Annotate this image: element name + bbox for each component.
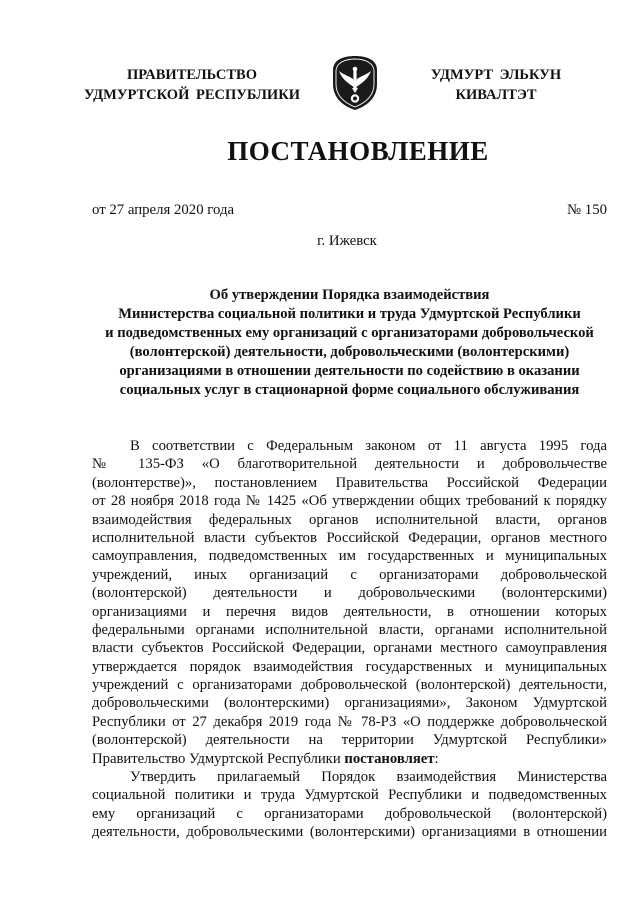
closing-text: Правительство Удмуртской Республики xyxy=(92,750,345,767)
body-line: деятельности, добровольческими (волонтерскими) организациями в отношении xyxy=(92,824,607,841)
heading-line: Министерства социальной политики и труда Удмуртской Республики xyxy=(118,306,581,322)
body-line: добровольческими (волонтерскими) организациями», Законом Удмуртской xyxy=(92,695,607,712)
document-body xyxy=(92,437,607,842)
body-line: утверждается порядок взаимодействия государственных и муниципальных xyxy=(92,658,607,675)
heading-line: социальных услуг в стационарной форме социального обслуживания xyxy=(119,382,580,398)
header-government-russian xyxy=(72,65,312,105)
header-government-udmurt xyxy=(376,65,616,105)
coat-of-arms-icon xyxy=(329,55,381,111)
header-right-line-2: КИВАЛТЭТ xyxy=(455,87,537,103)
body-line: В соответствии с Федеральным законом от 11 августа 1995 года xyxy=(130,438,607,454)
closing-resolves-word: постановляет xyxy=(344,750,435,767)
body-line: от 28 ноября 2018 года № 1425 «Об утверждении общих требований к порядку xyxy=(92,493,607,510)
body-line: Утвердить прилагаемый Порядок взаимодействия Министерства xyxy=(130,769,607,786)
body-line: исполнительной власти субъектов Российской Федерации, органов местного xyxy=(92,529,607,546)
body-closing-line xyxy=(92,750,607,768)
header-right-line-1: УДМУРТ ЭЛЬКУН xyxy=(430,67,562,83)
body-line: организациями и перечня видов деятельности, в отношении которых xyxy=(92,603,607,620)
body-line: взаимодействия федеральных органов исполнительной власти, органов xyxy=(92,511,607,528)
closing-suffix: : xyxy=(434,750,439,767)
document-city: г. Ижевск xyxy=(317,233,377,249)
heading-line: Об утверждении Порядка взаимодействия xyxy=(209,287,490,303)
heading-line: (волонтерской) деятельности, добровольческими (волонтерскими) xyxy=(129,344,570,360)
document-type-title: ПОСТАНОВЛЕНИЕ xyxy=(227,136,489,166)
body-line: самоуправления, подведомственных им государственных и муниципальных xyxy=(92,548,607,565)
heading-line: и подведомственных ему организаций с организаторами добровольческой xyxy=(105,325,594,341)
body-line: (волонтерстве)», постановлением Правительства Российской Федерации xyxy=(92,474,607,491)
header-left-line-1: ПРАВИТЕЛЬСТВО xyxy=(127,67,257,83)
body-line: власти субъектов Российской Федерации, органами местного самоуправления xyxy=(92,640,607,657)
body-line: № 135-ФЗ «О благотворительной деятельности и добровольчестве xyxy=(92,456,607,473)
body-line: (волонтерской) деятельности и добровольческими (волонтерскими) xyxy=(92,585,607,602)
body-line: учреждений, иных организаций с организаторами добровольческой xyxy=(92,566,607,583)
body-line: (волонтерской) деятельности на территории Удмуртской Республики» xyxy=(92,732,607,749)
body-line: учреждений с организаторами добровольческой (волонтерской) деятельности, xyxy=(92,677,607,694)
body-line: федеральными органами исполнительной власти, органами исполнительной xyxy=(92,621,607,638)
heading-line: организациями в отношении деятельности по содействию в оказании xyxy=(119,363,580,379)
document-date: от 27 апреля 2020 года xyxy=(92,202,235,218)
header-left-line-2: УДМУРТСКОЙ РЕСПУБЛИКИ xyxy=(83,87,300,103)
body-line: ему организаций с организаторами добровольческой (волонтерской) xyxy=(92,805,607,822)
document-number: № 150 xyxy=(566,202,607,218)
document-heading xyxy=(92,286,607,400)
body-line: социальной политики и труда Удмуртской Республики и подведомственных xyxy=(92,787,607,804)
body-line: Республики от 27 декабря 2019 года № 78-РЗ «О поддержке добровольческой xyxy=(92,713,607,730)
